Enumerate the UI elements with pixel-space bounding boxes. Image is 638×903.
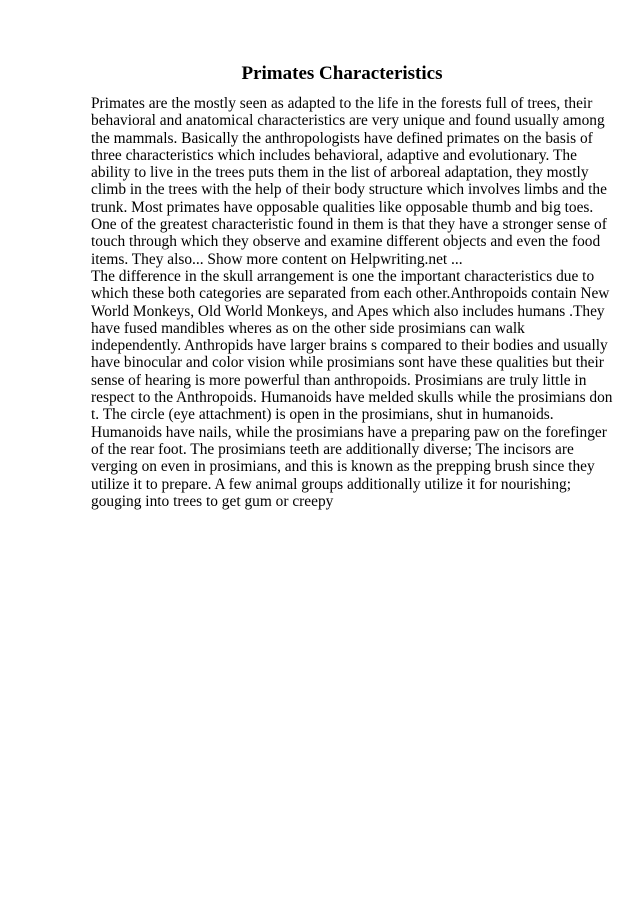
- text-line: touch through which they observe and examine different objects and even the food: [91, 233, 601, 251]
- text-line: sense of hearing is more powerful than anthropoids. Prosimians are truly little in: [91, 371, 587, 389]
- text-line: t. The circle (eye attachment) is open in the prosimians, shut in humanoids.: [91, 406, 554, 424]
- text-line: items. They also... Show more content on Helpwriting.net ...: [91, 250, 463, 268]
- text-line: One of the greatest characteristic found in them is that they have a stronger sense of: [91, 216, 607, 234]
- document-title: Primates Characteristics: [241, 63, 443, 84]
- text-line: independently. Anthropids have larger brains s compared to their bodies and usually: [91, 337, 608, 355]
- text-line: World Monkeys, Old World Monkeys, and Apes which also includes humans .They: [91, 302, 605, 320]
- text-line: have binocular and color vision while prosimians sont have these qualities but their: [91, 354, 604, 372]
- text-line: behavioral and anatomical characteristics are very unique and found usually among: [91, 112, 605, 130]
- text-line: Humanoids have nails, while the prosimians have a preparing paw on the forefinger: [91, 423, 607, 441]
- text-line: verging on even in prosimians, and this is known as the prepping brush since they: [91, 458, 595, 476]
- text-line: trunk. Most primates have opposable qualities like opposable thumb and big toes.: [91, 198, 594, 216]
- text-line: the mammals. Basically the anthropologists have defined primates on the basis of: [91, 129, 593, 147]
- text-line: climb in the trees with the help of their body structure which involves limbs and the: [91, 181, 607, 199]
- text-line: utilize it to prepare. A few animal groups additionally utilize it for nourishing;: [91, 475, 571, 493]
- text-line: ability to live in the trees puts them in the list of arboreal adaptation, they mostly: [91, 164, 589, 182]
- document-body: [91, 95, 613, 510]
- text-line: which these both categories are separated from each other.Anthropoids contain New: [91, 285, 610, 303]
- text-line: have fused mandibles wheres as on the other side prosimians can walk: [91, 319, 525, 337]
- text-line: The difference in the skull arrangement is one the important characteristics due to: [91, 267, 595, 285]
- text-line: three characteristics which includes behavioral, adaptive and evolutionary. The: [91, 146, 577, 164]
- text-line: respect to the Anthropoids. Humanoids have melded skulls while the prosimians don: [91, 389, 613, 407]
- text-line: Primates are the mostly seen as adapted to the life in the forests full of trees, their: [91, 95, 593, 112]
- text-line: of the rear foot. The prosimians teeth are additionally diverse; The incisors are: [91, 440, 574, 458]
- text-line: gouging into trees to get gum or creepy: [91, 492, 334, 510]
